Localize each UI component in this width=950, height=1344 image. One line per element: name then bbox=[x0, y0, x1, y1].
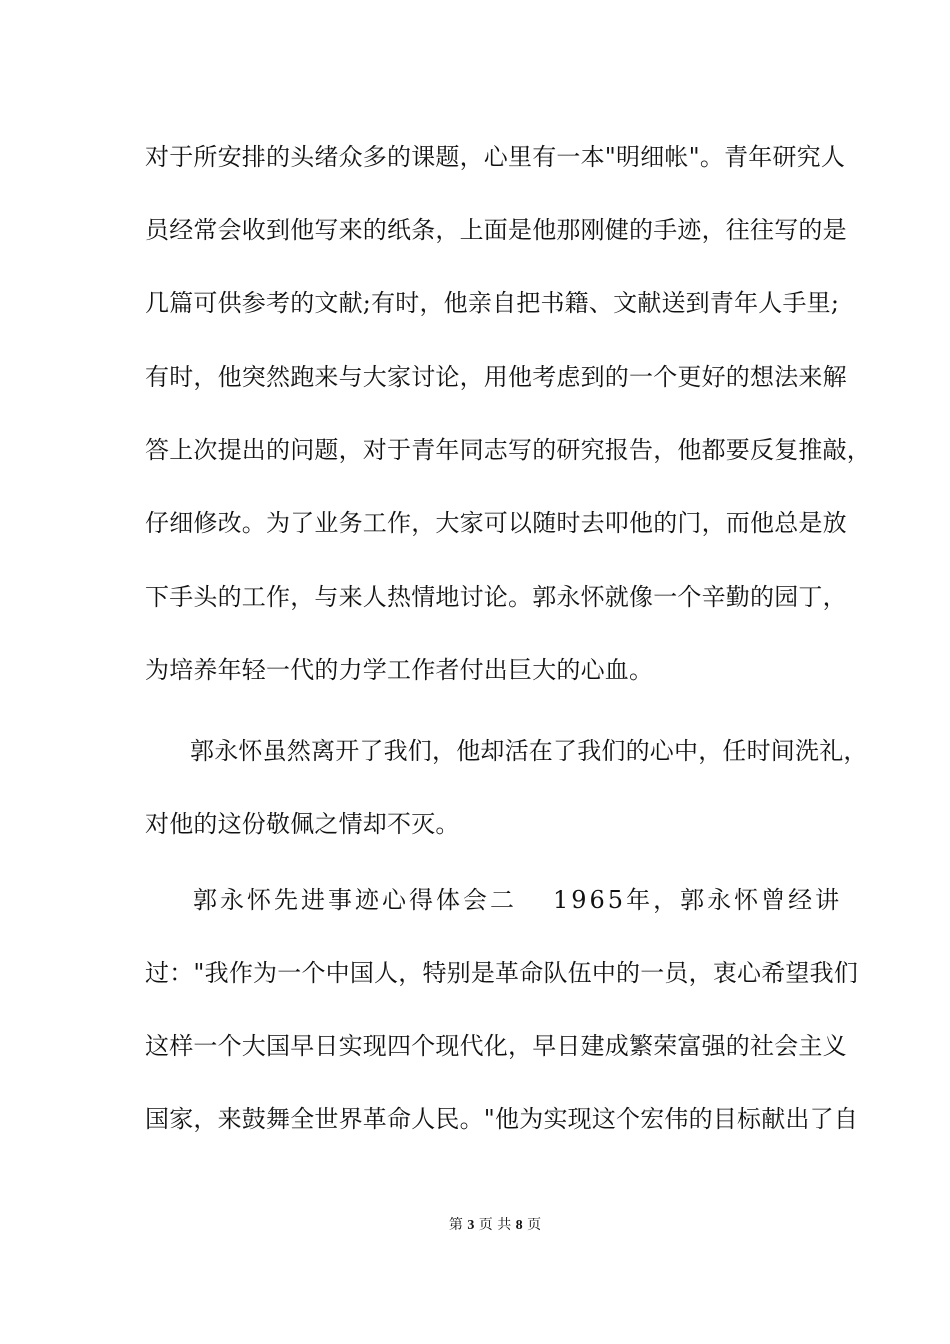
footer-suffix: 页 bbox=[527, 1217, 542, 1233]
section-heading: 郭永怀先进事迹心得体会二 bbox=[193, 886, 517, 914]
footer-total-pages: 8 bbox=[515, 1218, 523, 1233]
paragraph-1-line-2: 员经常会收到他写来的纸条，上面是他那刚健的手迹，往往写的是 bbox=[145, 216, 847, 244]
footer-prefix: 第 bbox=[448, 1217, 463, 1233]
page-footer bbox=[0, 1216, 950, 1235]
paragraph-1-line-5: 答上次提出的问题，对于青年同志写的研究报告，他都要反复推敲， bbox=[145, 436, 871, 464]
paragraph-3-line-2: 这样一个大国早日实现四个现代化，早日建成繁荣富强的社会主义 bbox=[145, 1032, 847, 1060]
footer-current-page: 3 bbox=[467, 1218, 475, 1233]
paragraph-1-line-8: 为培养年轻一代的力学工作者付出巨大的心血。 bbox=[145, 656, 654, 684]
paragraph-1-line-1: 对于所安排的头绪众多的课题，心里有一本"明细帐"。青年研究人 bbox=[145, 143, 846, 171]
paragraph-1-line-3: 几篇可供参考的文献;有时，他亲自把书籍、文献送到青年人手里; bbox=[145, 289, 840, 317]
paragraph-3-line-1: 过："我作为一个中国人，特别是革命队伍中的一员，衷心希望我们 bbox=[145, 959, 859, 987]
paragraph-2-line-1: 郭永怀虽然离开了我们，他却活在了我们的心中，任时间洗礼， bbox=[190, 737, 868, 765]
paragraph-1-line-4: 有时，他突然跑来与大家讨论，用他考虑到的一个更好的想法来解 bbox=[145, 363, 847, 391]
footer-middle: 页 共 bbox=[478, 1217, 512, 1233]
paragraph-3-line-3: 国家，来鼓舞全世界革命人民。"他为实现这个宏伟的目标献出了自 bbox=[145, 1105, 859, 1133]
paragraph-1-line-6: 仔细修改。为了业务工作，大家可以随时去叩他的门，而他总是放 bbox=[145, 509, 847, 537]
paragraph-1-line-7: 下手头的工作，与来人热情地讨论。郭永怀就像一个辛勤的园丁， bbox=[145, 583, 847, 611]
paragraph-2-line-2: 对他的这份敬佩之情却不灭。 bbox=[145, 810, 460, 838]
heading-continuation: 1965年，郭永怀曾经讲 bbox=[553, 886, 843, 914]
